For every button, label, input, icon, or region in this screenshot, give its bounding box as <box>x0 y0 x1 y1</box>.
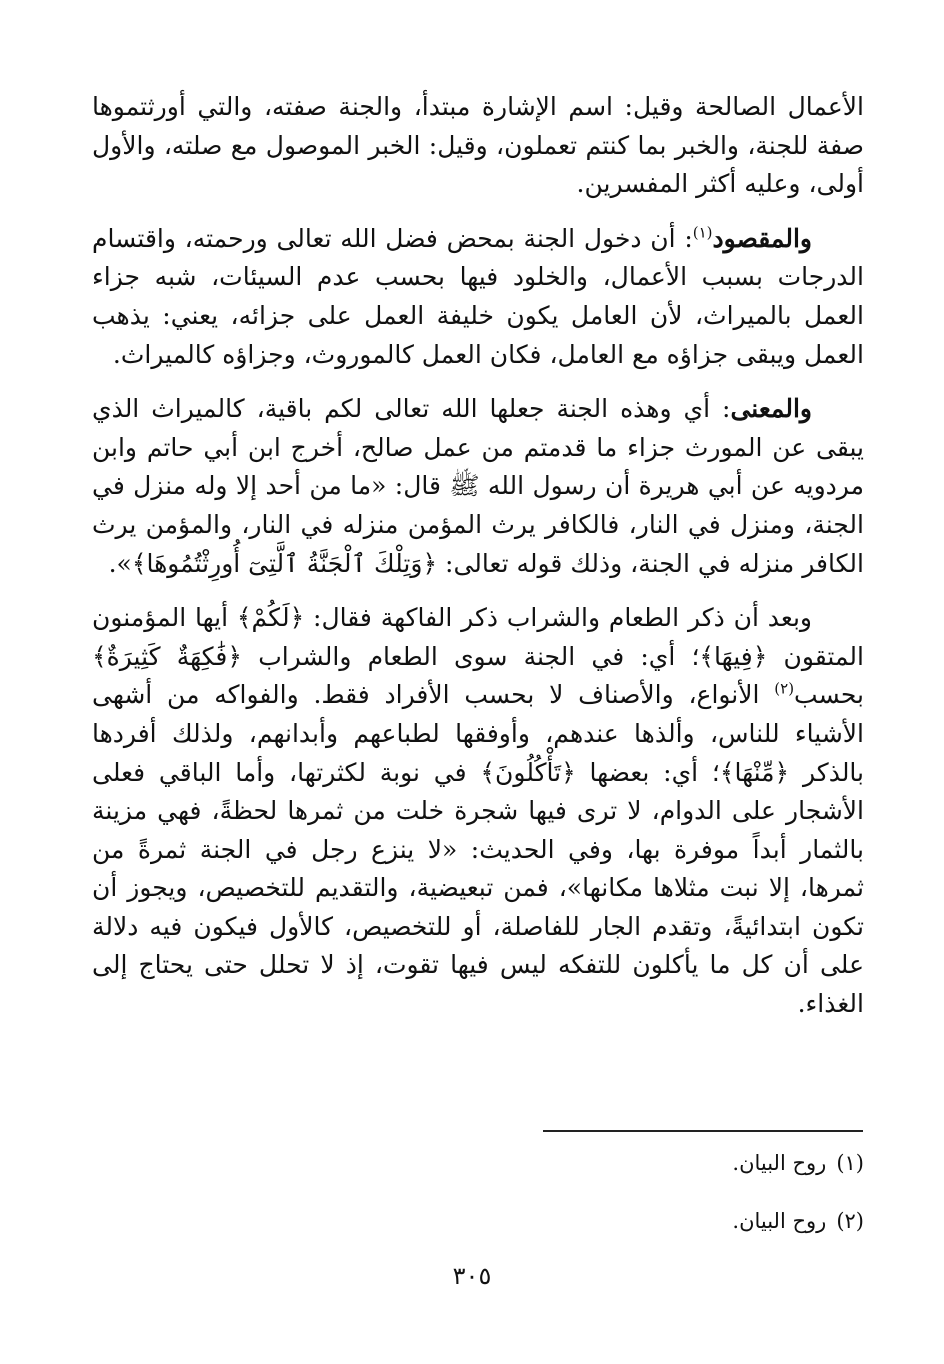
paragraph-4-part-5: الأنواع، والأصناف لا بحسب الأفراد فقط. والفواكه من أشهى الأشياء للناس، وألذها عندهم، وأوفقها لطباعهم وأبدانهم، ولذلك أفردها بالذكر <box>92 680 865 787</box>
paragraph-2 <box>92 220 864 374</box>
quran-quote: ﴿لَكُمْ﴾ <box>236 603 305 633</box>
paragraph-1 <box>92 88 864 204</box>
paragraph-2-text: : أن دخول الجنة بمحض فضل الله تعالى ورحمته، واقتسام الدرجات بسبب الأعمال، والخلود فيها بحسب عدم السيئات، شبه جزاء العمل بالميراث، لأن العامل يكون خليفة العمل على جزائه، يعني: يذهب العمل ويبقى جزاؤه مع العامل، فكان العمل كالموروث، وجزاؤه كالميراث. <box>92 223 864 369</box>
page-number: ٣٠٥ <box>452 1262 492 1290</box>
quran-quote: ﴿مِّنْهَا﴾ <box>719 757 790 787</box>
footnotes <box>560 1148 864 1264</box>
paragraph-4-part-3: ؛ أي: في الجنة سوى الطعام والشراب <box>242 641 700 671</box>
paragraph-3 <box>92 390 864 583</box>
paragraph-3-closing: ». <box>108 548 132 578</box>
paragraph-3-text: : أي وهذه الجنة جعلها الله تعالى لكم باقية، كالميراث الذي يبقى عن المورث جزاء ما قدمتم من عمل صالح، أخرج ابن أبي حاتم وابن مردويه عن أبي هريرة أن رسول الله ﷺ قال: «ما من أحد إلا وله منزل في الجنة، ومنزل في النار، فالكافر يرث المؤمن منزله في النار، والمؤمن يرث الكافر منزله في الجنة، وذلك قوله تعالى: <box>92 394 864 578</box>
footnote-2 <box>560 1206 864 1236</box>
footnote-1 <box>560 1148 864 1178</box>
quran-quote: ﴿وَتِلْكَ ٱلْجَنَّةُ ٱلَّتِىٓ أُورِثْتُمُوهَا﴾ <box>131 548 438 578</box>
paragraph-4 <box>92 599 864 1024</box>
quran-quote: ﴿فِيهَا﴾ <box>699 641 768 671</box>
footnote-ref-1: (١) <box>692 223 713 242</box>
paragraph-4-part-6: ؛ أي: بعضها <box>575 757 720 787</box>
quran-quote: ﴿تَأْكُلُونَ﴾ <box>480 757 576 787</box>
page-body <box>92 88 864 1024</box>
footnote-divider <box>543 1130 863 1132</box>
footnote-text: روح البيان. <box>732 1151 827 1175</box>
footnote-number: (١) <box>836 1151 864 1175</box>
footnote-ref-2: (٢) <box>774 679 795 698</box>
footnote-text: روح البيان. <box>732 1209 827 1233</box>
paragraph-4-part-4: بحسب <box>794 680 864 710</box>
paragraph-4-part-1: وبعد أن ذكر الطعام والشراب ذكر الفاكهة فقال: <box>304 603 812 633</box>
paragraph-1-text: الأعمال الصالحة وقيل: اسم الإشارة مبتدأ، والجنة صفته، والتي أورثتموها صفة للجنة، والخبر بما كنتم تعملون، وقيل: الخبر الموصول مع صلته، والأول أولى، وعليه أكثر المفسرين. <box>92 92 864 199</box>
paragraph-3-lead: والمعنى <box>730 394 812 424</box>
quran-quote: ﴿فَٰكِهَةٌ كَثِيرَةٌ﴾ <box>92 641 243 671</box>
paragraph-4-part-2: أيها المؤمنون المتقون <box>92 603 864 671</box>
paragraph-2-lead: والمقصود <box>712 223 812 253</box>
paragraph-4-part-7: في نوبة لكثرتها، وأما الباقي فعلى الأشجار على الدوام، لا ترى فيها شجرة خلت من ثمرها لحظةً، فهي مزينة بالثمار أبداً موفرة بها، وفي الحديث: «لا ينزع رجل في الجنة ثمرةً من ثمرها، إلا نبت مثلاها مكانها»، فمن تبعيضية، والتقديم للتخصيص، ويجوز أن تكون ابتدائيةً، وتقدم الجار للفاصلة، أو للتخصيص، كالأول فيكون فيه دلالة على أن كل ما يأكلون للتفكه ليس فيها تقوت، إذ لا تحلل حتى يحتاج إلى الغذاء. <box>92 757 864 1019</box>
footnote-number: (٢) <box>836 1209 864 1233</box>
